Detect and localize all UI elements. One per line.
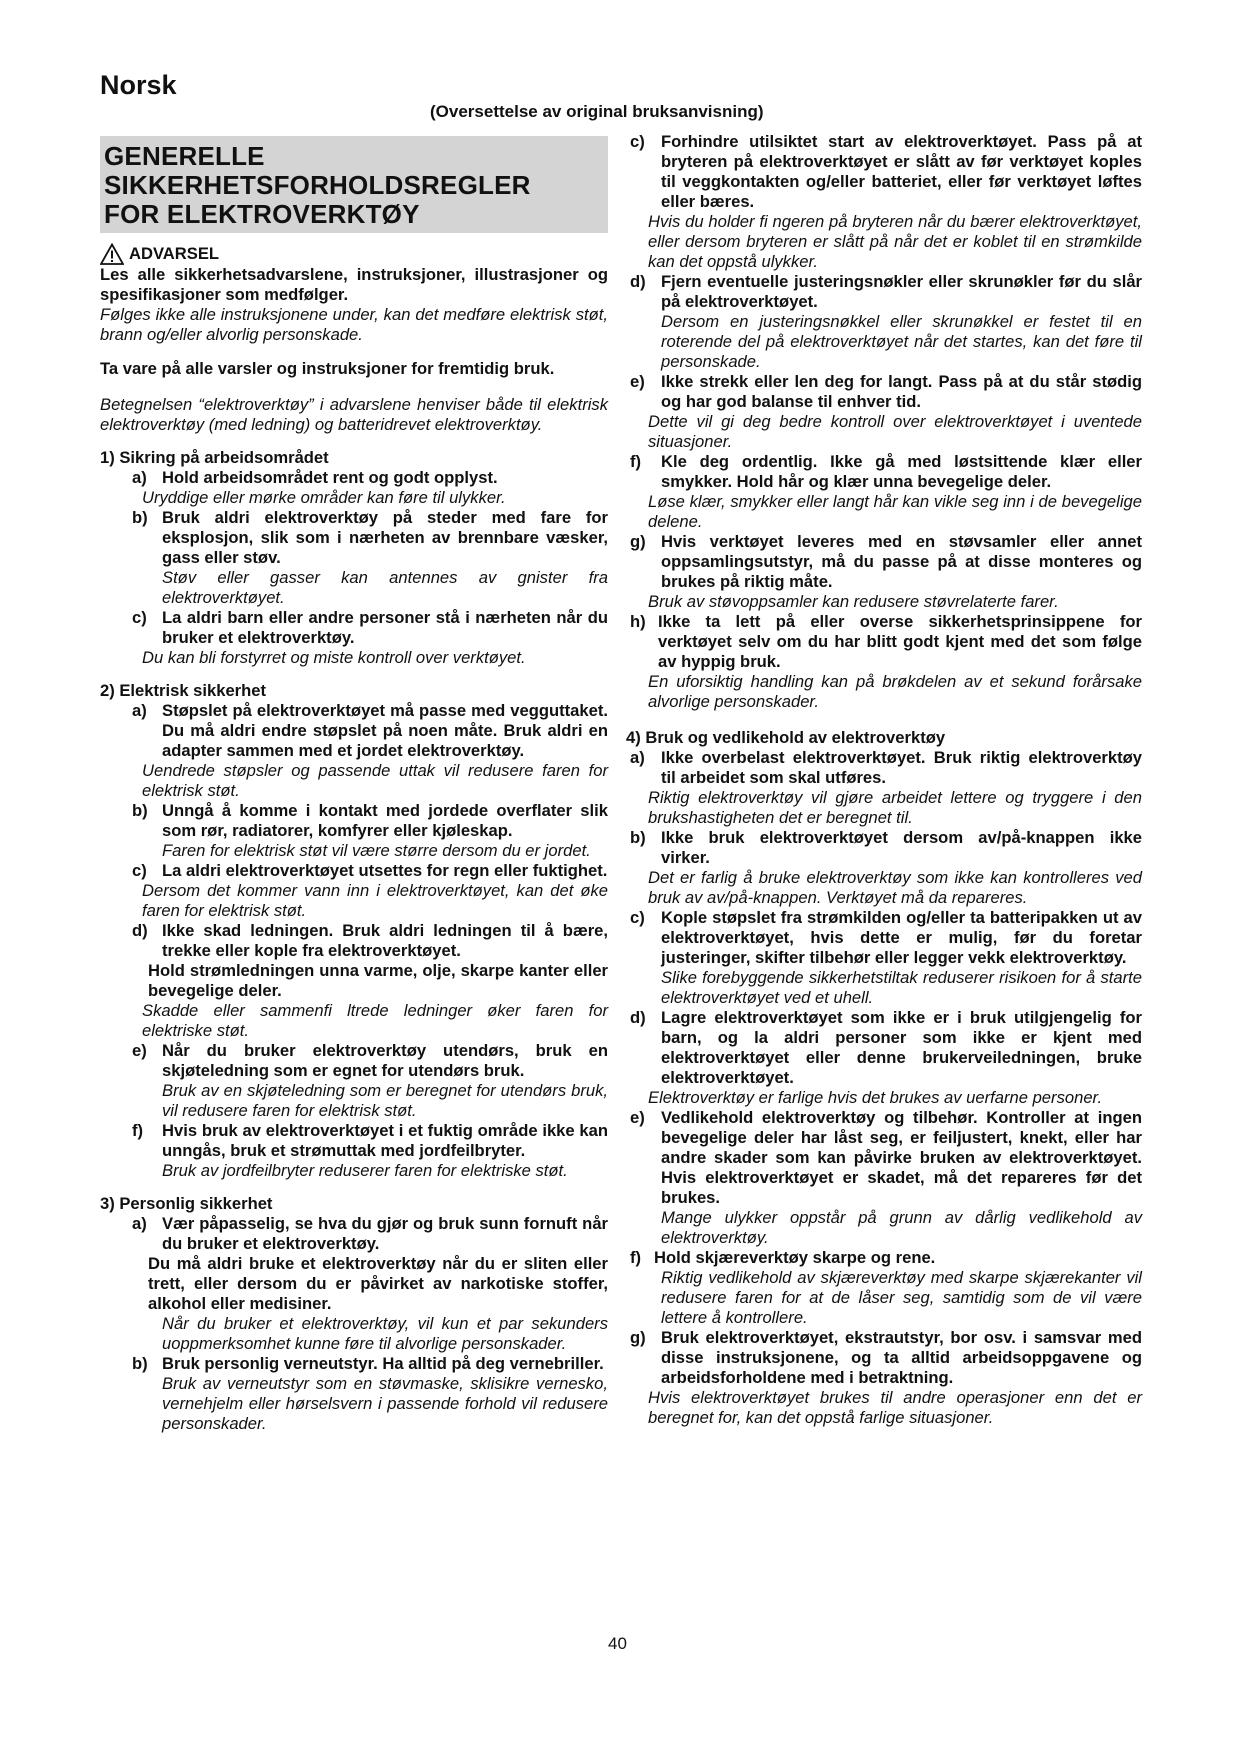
note-4d: Elektroverktøy er farlige hvis det brukes av uerfarne personer. (648, 1088, 1103, 1107)
note-1a: Uryddige eller mørke områder kan føre til ulykker. (142, 488, 506, 507)
note-4e: Mange ulykker oppstår på grunn av dårlig vedlikehold av elektroverktøy. (661, 1208, 1142, 1247)
item-4c (630, 908, 1142, 968)
item-text: La aldri elektroverktøyet utsettes for regn eller fuktighet. (162, 861, 608, 880)
item-label: b) (630, 828, 646, 847)
subtext-2d: Hold strømledningen unna varme, olje, skarpe kanter eller bevegelige deler. (148, 961, 608, 1000)
item-label: a) (132, 1214, 147, 1233)
item-label: f) (630, 452, 642, 471)
item-2e (132, 1041, 608, 1081)
item-text: Ikke ta lett på eller overse sikkerhetsprinsippene for verktøyet selv om du har blitt godt kjent med det som følge av hyppig bruk. (658, 612, 1142, 671)
item-3f (630, 452, 1142, 492)
item-label: d) (630, 272, 646, 291)
warning-bold-text: Les alle sikkerhetsadvarslene, instruksjoner, illustrasjoner og spesifikasjoner som medfølger. (100, 265, 608, 304)
item-text: Hvis verktøyet leveres med en støvsamler eller annet oppsamlingsutstyr, må du passe på at disse monteres og brukes på riktig måte. (661, 532, 1142, 591)
item-text: Vedlikehold elektroverktøy og tilbehør. Kontroller at ingen bevegelige deler har låst seg, er feiljustert, knekt, eller har andre skader som kan påvirke bruken av elektroverktøyet. Hvis elektroverktøyet er skadet, må det repareres før det brukes. (661, 1108, 1142, 1207)
item-3e (630, 372, 1142, 412)
note-4c: Slike forebyggende sikkerhetstiltak reduserer risikoen for å starte elektroverktøyet ved et uhell. (661, 968, 1142, 1007)
language-title: Norsk (100, 70, 177, 100)
keep-instructions-text: Ta vare på alle varsler og instruksjoner for fremtidig bruk. (100, 359, 555, 378)
item-3b (132, 1354, 608, 1374)
translation-note: (Oversettelse av original bruksanvisning) (430, 102, 764, 121)
note-2c: Dersom det kommer vann inn i elektroverktøyet, kan det øke faren for elektrisk støt. (142, 881, 608, 920)
item-1b (132, 508, 608, 568)
note-3f: Løse klær, smykker eller langt hår kan vikle seg inn i de bevegelige delene. (648, 492, 1142, 531)
item-label: e) (630, 372, 645, 391)
item-text: Hold skjæreverktøy skarpe og rene. (654, 1248, 936, 1267)
right-column (626, 132, 1142, 1428)
item-3g (630, 532, 1142, 592)
item-label: f) (132, 1121, 144, 1140)
item-label: f) (630, 1248, 642, 1267)
item-text: Unngå å komme i kontakt med jordede overflater slik som rør, radiatorer, komfyrer eller kjøleskap. (162, 801, 608, 840)
item-label: b) (132, 508, 148, 527)
warning-label: ADVARSEL (129, 244, 220, 263)
warning-italic-text: Følges ikke alle instruksjonene under, kan det medføre elektrisk støt, brann og/eller alvorlig personskade. (100, 305, 608, 344)
note-3g: Bruk av støvoppsamler kan redusere støvrelaterte farer. (648, 592, 1059, 611)
item-text: Når du bruker elektroverktøy utendørs, bruk en skjøteledning som er egnet for utendørs bruk. (162, 1041, 608, 1080)
left-column (100, 130, 608, 1434)
item-label: d) (132, 921, 148, 940)
item-3h (630, 612, 1142, 672)
item-label: g) (630, 1328, 646, 1347)
item-label: c) (630, 132, 645, 151)
note-3c: Hvis du holder fi ngeren på bryteren når du bærer elektroverktøyet, eller dersom bryteren er slått på når det er koblet til en strømkilde kan det oppstå ulykker. (648, 212, 1142, 271)
item-2b (132, 801, 608, 841)
item-1a (132, 468, 608, 488)
item-4d (630, 1008, 1142, 1088)
item-text: Bruk elektroverktøyet, ekstrautstyr, bor osv. i samsvar med disse instruksjonene, og ta alltid arbeidsoppgavene og arbeidsforholdene med i betraktning. (661, 1328, 1142, 1387)
heading-line: GENERELLE (104, 141, 265, 171)
heading-line: FOR ELEKTROVERKTØY (104, 199, 420, 229)
term-definition-text: Betegnelsen “elektroverktøy” i advarslene henviser både til elektrisk elektroverktøy (med ledning) og batteridrevet elektroverktøy. (100, 395, 608, 434)
item-label: b) (132, 801, 148, 820)
note-4b: Det er farlig å bruke elektroverktøy som ikke kan kontrolleres ved bruk av av/på-knappen. Verktøyet må da repareres. (648, 868, 1142, 907)
item-label: e) (132, 1041, 147, 1060)
section-2-title: 2) Elektrisk sikkerhet (100, 681, 267, 700)
item-text: Støpslet på elektroverktøyet må passe med vegguttaket. Du må aldri endre støpslet på noen måte. Bruk aldri en adapter sammen med et jordet elektroverktøy. (162, 701, 608, 760)
item-label: d) (630, 1008, 646, 1027)
note-2f: Bruk av jordfeilbryter reduserer faren for elektriske støt. (162, 1161, 568, 1180)
note-3h: En uforsiktig handling kan på brøkdelen av et sekund forårsake alvorlige personskader. (648, 672, 1142, 711)
item-label: g) (630, 532, 646, 551)
item-text: Forhindre utilsiktet start av elektroverktøyet. Pass på at bryteren på elektroverktøyet er slått av før verktøyet koples til veggkontakten og/eller batteriet, eller før verktøyet løftes eller bæres. (661, 132, 1142, 211)
note-3a: Når du bruker et elektroverktøy, vil kun et par sekunders uoppmerksomhet kunne føre til alvorlige personskader. (162, 1314, 608, 1353)
note-2a: Uendrede støpsler og passende uttak vil redusere faren for elektrisk støt. (142, 761, 608, 800)
item-text: Ikke overbelast elektroverktøyet. Bruk riktig elektroverktøy til arbeidet som skal utføres. (661, 748, 1142, 787)
note-2e: Bruk av en skjøteledning som er beregnet for utendørs bruk, vil redusere faren for elektrisk støt. (162, 1081, 608, 1120)
note-4a: Riktig elektroverktøy vil gjøre arbeidet lettere og tryggere i den brukshastigheten det er beregnet til. (648, 788, 1142, 827)
note-1c: Du kan bli forstyrret og miste kontroll over verktøyet. (142, 648, 526, 667)
item-1c (132, 608, 608, 648)
item-4a (630, 748, 1142, 788)
item-text: Ikke skad ledningen. Bruk aldri ledningen til å bære, trekke eller kople fra elektroverktøyet. (162, 921, 608, 960)
item-4f (630, 1248, 1142, 1268)
item-text: Bruk aldri elektroverktøy på steder med fare for eksplosjon, slik som i nærheten av brennbare væsker, gass eller støv. (162, 508, 608, 567)
item-2f (132, 1121, 608, 1161)
item-3c (630, 132, 1142, 212)
item-text: Ikke bruk elektroverktøyet dersom av/på-knappen ikke virker. (661, 828, 1142, 867)
page-number: 40 (608, 1634, 627, 1653)
item-text: Hvis bruk av elektroverktøyet i et fuktig område ikke kan unngås, bruk et strømuttak med jordfeilbryter. (162, 1121, 608, 1160)
section-3-title: 3) Personlig sikkerhet (100, 1194, 273, 1213)
note-4g: Hvis elektroverktøyet brukes til andre operasjoner enn det er beregnet for, kan det oppstå farlige situasjoner. (648, 1388, 1142, 1427)
note-3b: Bruk av verneutstyr som en støvmaske, sklisikre vernesko, vernehjelm eller hørselsvern i passende forhold vil redusere personskader. (162, 1374, 608, 1433)
item-label: e) (630, 1108, 645, 1127)
note-2d: Skadde eller sammenfi ltrede ledninger øker faren for elektriske støt. (142, 1001, 608, 1040)
item-4b (630, 828, 1142, 868)
item-label: a) (132, 701, 147, 720)
subtext-3a: Du må aldri bruke et elektroverktøy når du er sliten eller trett, eller dersom du er påvirket av narkotiske stoffer, alkohol eller medisiner. (148, 1254, 608, 1313)
item-2c (132, 861, 608, 881)
item-3d (630, 272, 1142, 312)
section-heading (100, 136, 608, 233)
item-label: c) (132, 608, 147, 627)
item-4e (630, 1108, 1142, 1208)
item-text: Vær påpasselig, se hva du gjør og bruk sunn fornuft når du bruker et elektroverktøy. (162, 1214, 608, 1253)
item-label: a) (630, 748, 645, 767)
item-text: Kople støpslet fra strømkilden og/eller ta batteripakken ut av elektroverktøyet, hvis dette er mulig, før du foretar justeringer, skifter tilbehør eller legger vekk elektroverktøy. (661, 908, 1142, 967)
item-text: Bruk personlig verneutstyr. Ha alltid på deg vernebriller. (162, 1354, 604, 1373)
item-text: Hold arbeidsområdet rent og godt opplyst. (162, 468, 498, 487)
item-label: c) (132, 861, 147, 880)
warning-title (100, 243, 608, 265)
item-label: c) (630, 908, 645, 927)
section-4-title: 4) Bruk og vedlikehold av elektroverktøy (626, 728, 946, 747)
item-2d (132, 921, 608, 961)
item-text: La aldri barn eller andre personer stå i nærheten når du bruker et elektroverktøy. (162, 608, 608, 647)
item-text: Ikke strekk eller len deg for langt. Pass på at du står stødig og har god balanse til enhver tid. (661, 372, 1142, 411)
item-label: a) (132, 468, 147, 487)
heading-line: SIKKERHETSFORHOLDSREGLER (104, 170, 531, 200)
item-label: b) (132, 1354, 148, 1373)
item-text: Fjern eventuelle justeringsnøkler eller skrunøkler før du slår på elektroverktøyet. (661, 272, 1142, 311)
item-2a (132, 701, 608, 761)
note-3d: Dersom en justeringsnøkkel eller skrunøkkel er festet til en roterende del på elektroverktøyet når det startes, kan det føre til personskade. (661, 312, 1142, 371)
item-label: h) (630, 612, 646, 631)
note-4f: Riktig vedlikehold av skjæreverktøy med skarpe skjærekanter vil redusere faren for at de låser seg, samtidig som de vil være lettere å kontrollere. (661, 1268, 1142, 1327)
item-text: Lagre elektroverktøyet som ikke er i bruk utilgjengelig for barn, og la aldri personer som ikke er kjent med elektroverktøyet eller denne brukerveiledningen, bruke elektroverktøyet. (661, 1008, 1142, 1087)
note-1b: Støv eller gasser kan antennes av gnister fra elektroverktøyet. (162, 568, 608, 607)
item-4g (630, 1328, 1142, 1388)
warning-triangle-icon (100, 243, 124, 265)
section-1-title: 1) Sikring på arbeidsområdet (100, 448, 329, 467)
item-text: Kle deg ordentlig. Ikke gå med løstsittende klær eller smykker. Hold hår og klær unna bevegelige deler. (661, 452, 1142, 491)
note-3e: Dette vil gi deg bedre kontroll over elektroverktøyet i uventede situasjoner. (648, 412, 1142, 451)
item-3a (132, 1214, 608, 1254)
note-2b: Faren for elektrisk støt vil være større dersom du er jordet. (162, 841, 591, 860)
